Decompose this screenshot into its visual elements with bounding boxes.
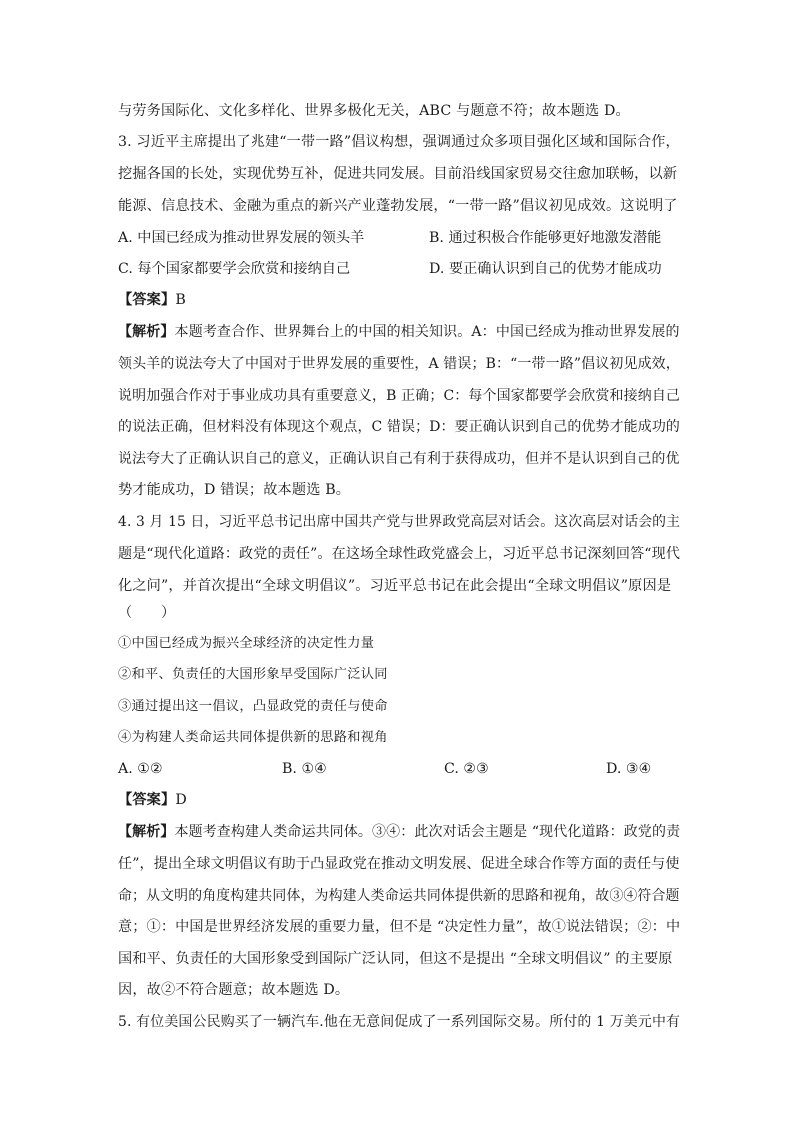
q3-answer [118,290,678,310]
q3-analysis-line: 领头羊的说法夸大了中国对于世界发展的重要性，A 错误；B：“一带一路”倡议初见成效， [118,356,680,372]
q3-analysis-line: 说明加强合作对于事业成功具有重要意义，B 正确；C：每个国家都要学会欣赏和接纳自己 [118,388,681,404]
q4-statement-4: ④为构建人类命运共同体提供新的思路和视角 [118,730,388,745]
q4-analysis-line: 因，故②不符合题意；故本题选 D。 [118,982,350,998]
answer-label: 【答案】 [118,792,176,808]
q4-analysis-line: 国和平、负责任的大国形象受到国际广泛认同，但这不是提出 “全球文明倡议” 的主要原 [118,951,673,967]
q3-option-c: C. 每个国家都要学会欣赏和接纳自己 [118,261,351,277]
q3-analysis-line: 说法夸大了正确认识自己的意义，正确认识自己有利于获得成功，但并不是认识到自己的优 [118,451,680,467]
q3-analysis-line: 势才能成功，D 错误；故本题选 B。 [118,482,351,498]
q4-statement-2: ②和平、负责任的大国形象早受国际广泛认同 [118,667,388,682]
q4-option-c: C. ②③ [444,761,489,777]
analysis-text: 本题考查构建人类命运共同体。③④：此次对话会主题是 “现代化道路：政党的责 [174,824,681,840]
question-3-stem: 能源、信息技术、金融为重点的新兴产业蓬勃发展，“一带一路”倡议初见成效。这说明了 [118,198,678,214]
answer-value: B [175,292,186,308]
q3-option-b: B. 通过积极合作能够更好地激发潜能 [429,230,662,246]
q4-option-d: D. ③④ [606,761,652,777]
q4-option-b: B. ①④ [282,761,327,777]
question-5-stem: 5. 有位美国公民购买了一辆汽车.他在无意间促成了一系列国际交易。所付的 1 万美元中有 [118,1014,681,1030]
question-4-stem: 4. 3 月 15 日，习近平总书记出席中国共产党与世界政党高层对话会。这次高层对话会的主 [118,514,681,530]
q4-statement-3: ③通过提出这一倡议，凸显政党的责任与使命 [118,699,388,714]
question-4-blank: （ ） [118,605,176,621]
q3-analysis-line: 的说法正确，但材料没有体现这个观点，C 错误；D：要正确认识到自己的优势才能成功的 [118,419,681,435]
q4-analysis-line: 意；①：中国是世界经济发展的重要力量，但不是 “决定性力量”，故①说法错误；②：中 [118,919,681,935]
q4-statement-1: ①中国已经成为振兴全球经济的决定性力量 [118,636,375,651]
answer-value: D [175,792,187,808]
q4-analysis-line: 任”，提出全球文明倡议有助于凸显政党在推动文明发展、促进全球合作等方面的责任与使 [118,856,680,872]
q3-option-a: A. 中国已经成为推动世界发展的领头羊 [118,230,365,246]
question-4-stem: 题是“现代化道路：政党的责任”。在这场全球性政党盛会上，习近平总书记深刻回答“现代 [118,546,681,562]
analysis-label: 【解析】 [118,324,175,340]
q4-answer [118,790,678,810]
q4-option-a: A. ①② [118,761,163,777]
question-3-stem: 3. 习近平主席提出了兆建“一带一路”倡议构想，强调通过众多项目强化区域和国际合作， [118,134,680,150]
question-4-stem: 化之问”，并首次提出“全球文明倡议”。习近平总书记在此会提出“全球文明倡议”原因是 [118,578,672,594]
q4-analysis-line: 命；从文明的角度构建共同体，为构建人类命运共同体提供新的思路和视角，故③④符合题 [118,888,680,904]
q4-analysis [118,822,681,842]
analysis-text: 本题考查合作、世界舞台上的中国的相关知识。A：中国已经成为推动世界发展的 [174,324,680,340]
question-3-stem: 挖掘各国的长处，实现优势互补，促进共同发展。目前沿线国家贸易交往愈加联畅，以新 [118,166,678,182]
answer-label: 【答案】 [118,292,176,308]
analysis-label: 【解析】 [118,824,175,840]
q3-option-d: D. 要正确认识到自己的优势才能成功 [429,261,662,277]
q3-analysis [118,322,680,342]
text-line: 与劳务国际化、文化多样化、世界多极化无关，ABC 与题意不符；故本题选 D。 [118,103,630,119]
